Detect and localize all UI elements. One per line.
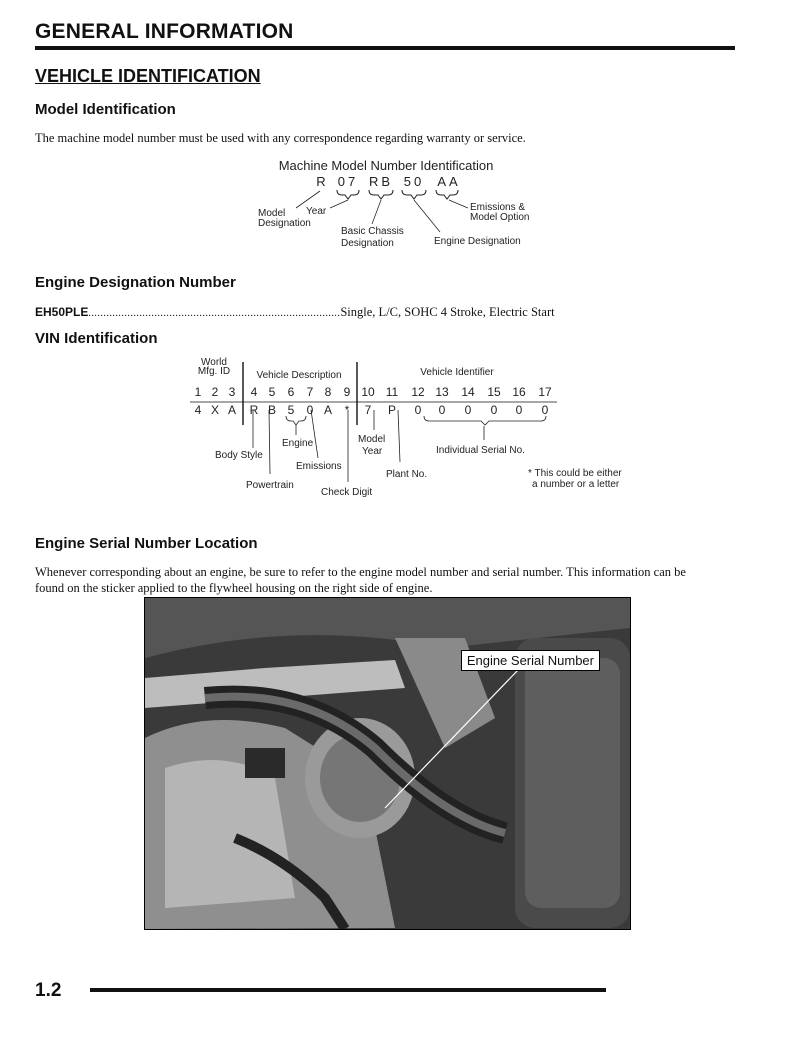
label-basic-chassis-2: Designation [341,238,394,249]
vin-char-1: 4 [194,403,202,417]
model-diagram-braces [337,190,458,199]
vin-position-17: 17 [538,385,552,399]
vin-position-15: 15 [487,385,501,399]
vin-label-serial: Individual Serial No. [436,445,525,456]
vin-heading: VIN Identification [35,330,158,347]
section-title: VEHICLE IDENTIFICATION [35,66,261,86]
vin-position-16: 16 [512,385,526,399]
vin-position-13: 13 [435,385,449,399]
vin-position-6: 6 [287,385,295,399]
vin-char-8: A [323,403,333,417]
vin-char-15: 0 [490,403,498,417]
engine-designation-leader-dots: .................................................................................... [88,308,341,319]
vin-group-vehicle-identifier: Vehicle Identifier [420,367,494,378]
vin-char-13: 0 [438,403,446,417]
label-emissions-2: Model Option [470,212,530,223]
vin-label-body-style: Body Style [215,450,263,461]
vin-label-emissions: Emissions [296,461,342,472]
vin-char-16: 0 [515,403,523,417]
vin-char-9: * [344,403,350,417]
label-model-designation-2: Designation [258,218,311,229]
model-identification-heading: Model Identification [35,101,176,118]
vin-position-7: 7 [306,385,314,399]
vin-char-12: 0 [414,403,422,417]
vin-char-11: P [387,403,397,417]
engine-designation-description: Single, L/C, SOHC 4 Stroke, Electric Start [340,305,555,319]
vin-char-5: B [267,403,277,417]
vin-label-check-digit: Check Digit [321,487,373,498]
label-emissions-1: Emissions & [470,202,526,213]
engine-designation-code: EH50PLE [35,305,89,319]
vin-diagram [0,350,800,500]
label-basic-chassis-1: Basic Chassis [341,226,404,237]
model-number-diagram [0,150,800,255]
vin-position-5: 5 [268,385,276,399]
vin-group-world-2: Mfg. ID [197,366,231,377]
engine-photo-illustration [145,598,630,929]
vin-note-1: * This could be either [528,468,622,479]
engine-photo [144,597,631,930]
model-code-R: R [316,174,326,189]
vin-char-7: 0 [306,403,314,417]
vin-position-9: 9 [343,385,351,399]
model-code-chassis: RB [368,174,394,189]
vin-position-14: 14 [461,385,475,399]
vin-label-engine: Engine [282,438,314,449]
vin-char-4: R [249,403,259,417]
label-engine-designation: Engine Designation [434,236,521,247]
model-identification-body: The machine model number must be used with any correspondence regarding warranty or service. [35,131,526,145]
engine-serial-body-line2: found on the sticker applied to the flywheel housing on the right side of engine. [35,581,433,595]
vin-position-4: 4 [250,385,258,399]
engine-designation-heading: Engine Designation Number [35,274,236,291]
page-number: 1.2 [35,980,62,1001]
vin-group-world-1: World [201,357,227,368]
model-code-engine: 50 [403,174,425,189]
header-rule [35,46,735,50]
vin-position-1: 1 [194,385,202,399]
vin-char-17: 0 [541,403,549,417]
engine-serial-callout: Engine Serial Number [461,650,600,671]
vin-char-2: X [210,403,220,417]
vin-label-plant-no: Plant No. [386,469,428,480]
vin-char-3: A [227,403,237,417]
vin-position-2: 2 [211,385,219,399]
vin-note-2: a number or a letter [532,479,620,490]
engine-designation-row [35,303,635,321]
vin-position-8: 8 [324,385,332,399]
engine-serial-heading: Engine Serial Number Location [35,535,258,552]
label-model-designation-1: Model [258,208,286,219]
model-diagram-title: Machine Model Number Identification [278,158,494,173]
vin-position-10: 10 [361,385,375,399]
label-year: Year [306,206,327,217]
vin-position-12: 12 [411,385,425,399]
vin-position-3: 3 [228,385,236,399]
vin-label-model-year-1: Model [358,434,386,445]
vin-char-14: 0 [464,403,472,417]
vin-char-10: 7 [364,403,372,417]
model-code-emissions: AA [437,174,461,189]
vin-position-11: 11 [385,385,399,399]
vin-label-powertrain: Powertrain [246,480,294,491]
page-header-title: GENERAL INFORMATION [35,20,294,43]
vin-label-model-year-2: Year [362,446,383,457]
engine-serial-body-line1: Whenever corresponding about an engine, be sure to refer to the engine model number and serial number. This information can be [35,565,686,579]
footer-rule [90,988,606,992]
vin-group-vehicle-description: Vehicle Description [256,370,342,381]
vin-position-numbers [195,385,552,399]
model-code-year: 07 [337,174,359,189]
vin-char-6: 5 [287,403,295,417]
vin-characters [195,403,549,417]
